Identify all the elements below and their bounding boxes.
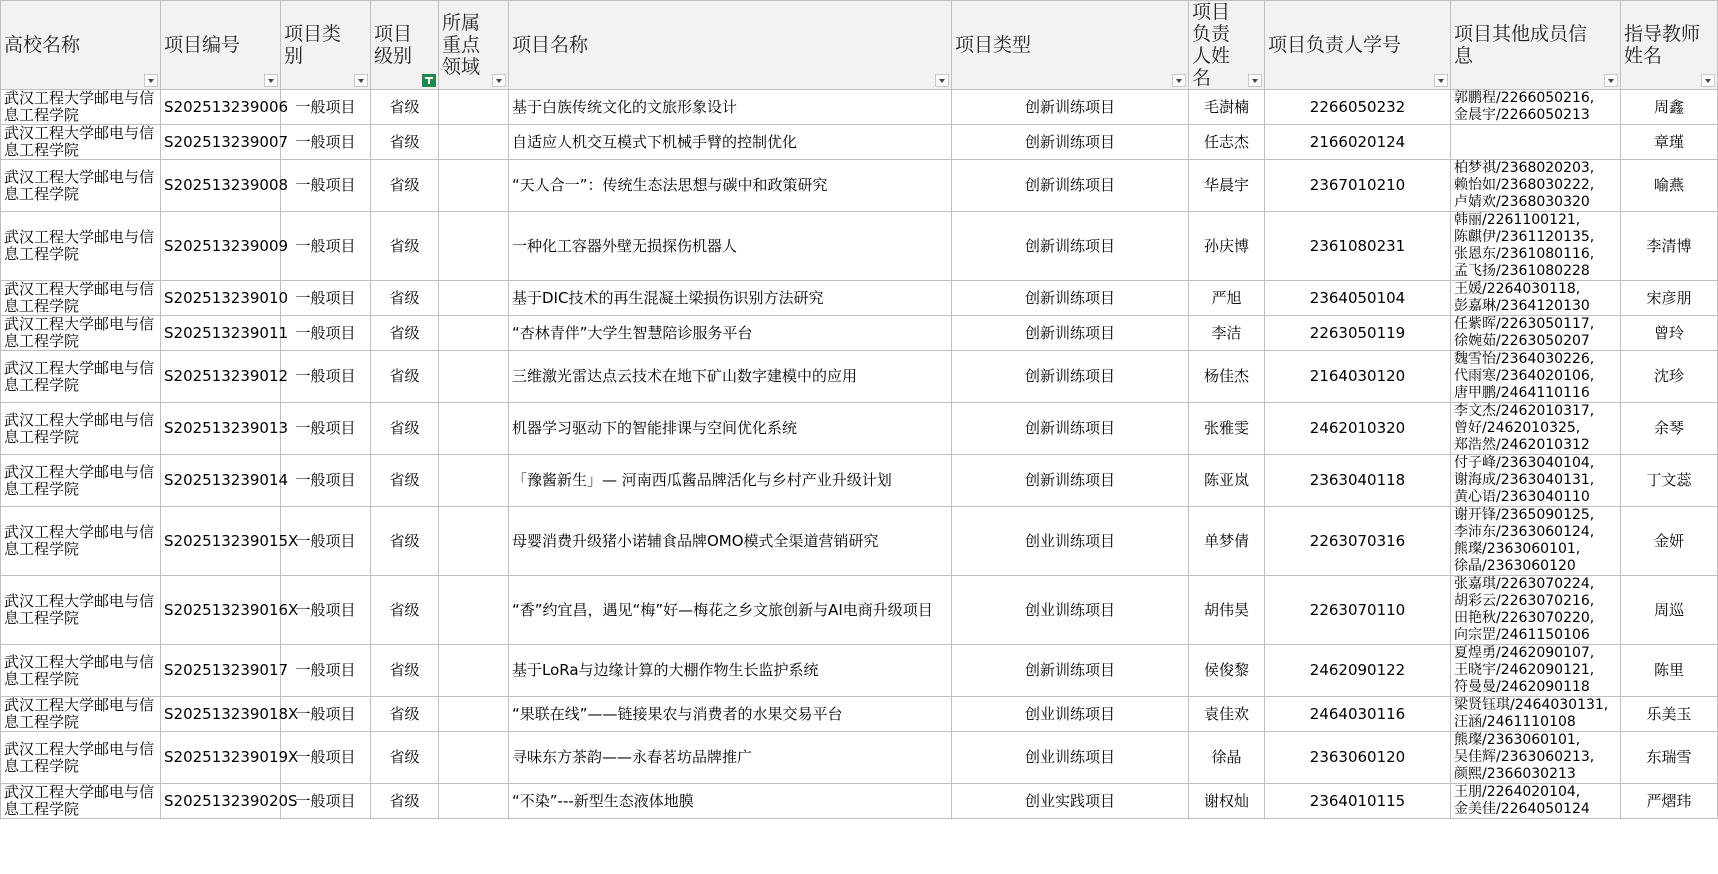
key-field-cell[interactable] <box>439 697 509 732</box>
project-category-cell[interactable]: 一般项目 <box>281 212 371 281</box>
filter-dropdown-icon[interactable] <box>264 74 278 87</box>
school-cell[interactable]: 武汉工程大学邮电与信息工程学院 <box>1 732 161 784</box>
column-header-label: 项目名称 <box>512 34 589 56</box>
key-field-cell[interactable] <box>439 576 509 645</box>
column-header-label: 指导教师姓名 <box>1624 23 1701 67</box>
leader-id-cell[interactable]: 2363040118 <box>1265 455 1451 507</box>
column-header[interactable] <box>281 1 371 90</box>
member-entry: 金晨宇/2266050213 <box>1454 107 1590 123</box>
project-level-cell[interactable]: 省级 <box>371 403 439 455</box>
leader-name-cell[interactable]: 杨佳杰 <box>1189 351 1265 403</box>
project-code-cell[interactable]: S202513239014 <box>161 455 281 507</box>
key-field-cell[interactable] <box>439 403 509 455</box>
members-cell[interactable] <box>1451 576 1621 645</box>
leader-name-cell[interactable]: 毛澍楠 <box>1189 90 1265 125</box>
member-entry: 汪涵/2461110108 <box>1454 714 1576 730</box>
leader-name-cell[interactable]: 孙庆博 <box>1189 212 1265 281</box>
members-cell[interactable] <box>1451 160 1621 212</box>
project-type-cell[interactable]: 创新训练项目 <box>952 455 1189 507</box>
school-cell[interactable]: 武汉工程大学邮电与信息工程学院 <box>1 160 161 212</box>
project-code-cell[interactable]: S202513239010 <box>161 281 281 316</box>
project-type-cell[interactable]: 创新训练项目 <box>952 281 1189 316</box>
project-category-cell[interactable]: 一般项目 <box>281 125 371 160</box>
key-field-cell[interactable] <box>439 507 509 576</box>
project-level-cell[interactable]: 省级 <box>371 576 439 645</box>
column-header[interactable] <box>1451 1 1621 90</box>
project-category-cell[interactable]: 一般项目 <box>281 645 371 697</box>
member-entry: 陈麒伊/2361120135, <box>1454 229 1595 245</box>
members-cell[interactable] <box>1451 784 1621 819</box>
school-cell[interactable]: 武汉工程大学邮电与信息工程学院 <box>1 455 161 507</box>
school-cell[interactable]: 武汉工程大学邮电与信息工程学院 <box>1 697 161 732</box>
members-cell[interactable] <box>1451 90 1621 125</box>
member-entry: 黄心语/2363040110 <box>1454 489 1590 505</box>
members-cell[interactable] <box>1451 507 1621 576</box>
advisor-cell[interactable]: 曾玲 <box>1621 316 1718 351</box>
project-level-cell[interactable]: 省级 <box>371 212 439 281</box>
members-cell[interactable] <box>1451 281 1621 316</box>
school-cell[interactable]: 武汉工程大学邮电与信息工程学院 <box>1 90 161 125</box>
table-row <box>1 507 1718 576</box>
leader-name-cell[interactable]: 谢权灿 <box>1189 784 1265 819</box>
advisor-cell[interactable]: 宋彦朋 <box>1621 281 1718 316</box>
key-field-cell[interactable] <box>439 351 509 403</box>
filter-dropdown-icon[interactable] <box>1434 74 1448 87</box>
members-cell[interactable] <box>1451 403 1621 455</box>
advisor-cell[interactable]: 陈里 <box>1621 645 1718 697</box>
school-cell[interactable]: 武汉工程大学邮电与信息工程学院 <box>1 576 161 645</box>
member-entry: 郑浩然/2462010312 <box>1454 437 1590 453</box>
leader-id-cell[interactable]: 2462090122 <box>1265 645 1451 697</box>
column-header[interactable] <box>371 1 439 90</box>
advisor-cell[interactable]: 东瑞雪 <box>1621 732 1718 784</box>
leader-name-cell[interactable]: 胡伟昊 <box>1189 576 1265 645</box>
filter-dropdown-icon[interactable] <box>1172 74 1186 87</box>
project-name-cell[interactable]: “不染”---新型生态液体地膜 <box>509 784 952 819</box>
project-level-cell[interactable]: 省级 <box>371 351 439 403</box>
key-field-cell[interactable] <box>439 90 509 125</box>
member-entry: 李文杰/2462010317, <box>1454 403 1595 419</box>
leader-id-cell[interactable]: 2367010210 <box>1265 160 1451 212</box>
member-entry: 卢婧欢/2368030320 <box>1454 194 1590 210</box>
member-entry: 王媛/2264030118, <box>1454 281 1581 297</box>
advisor-cell[interactable]: 余琴 <box>1621 403 1718 455</box>
member-entry: 徐晶/2363060120 <box>1454 558 1576 574</box>
filter-dropdown-icon[interactable] <box>1701 74 1715 87</box>
school-cell[interactable]: 武汉工程大学邮电与信息工程学院 <box>1 316 161 351</box>
member-entry: 代雨寒/2364020106, <box>1454 368 1595 384</box>
leader-name-cell[interactable]: 张雅雯 <box>1189 403 1265 455</box>
project-code-cell[interactable]: S202513239012 <box>161 351 281 403</box>
project-name-cell[interactable]: “香”约宜昌，遇见“梅”好—梅花之乡文旅创新与AI电商升级项目 <box>509 576 952 645</box>
column-header[interactable] <box>509 1 952 90</box>
column-header-label: 所属重点领域 <box>442 12 481 78</box>
column-header-label: 项目类型 <box>955 34 1032 56</box>
project-code-cell[interactable]: S202513239011 <box>161 316 281 351</box>
project-type-cell[interactable]: 创新训练项目 <box>952 90 1189 125</box>
project-type-cell[interactable]: 创新训练项目 <box>952 351 1189 403</box>
filter-active-icon[interactable] <box>422 74 436 87</box>
column-header-label: 项目负责人姓名 <box>1192 1 1231 89</box>
leader-name-cell[interactable]: 侯俊黎 <box>1189 645 1265 697</box>
filter-dropdown-icon[interactable] <box>1604 74 1618 87</box>
leader-name-cell[interactable]: 陈亚岚 <box>1189 455 1265 507</box>
column-header[interactable] <box>952 1 1189 90</box>
project-name-cell[interactable]: 「豫酱新生」— 河南西瓜酱品牌活化与乡村产业升级计划 <box>509 455 952 507</box>
table-row <box>1 576 1718 645</box>
school-cell[interactable]: 武汉工程大学邮电与信息工程学院 <box>1 784 161 819</box>
project-type-cell[interactable]: 创业实践项目 <box>952 784 1189 819</box>
table-row <box>1 403 1718 455</box>
member-entry: 王晓宇/2462090121, <box>1454 662 1595 678</box>
column-header-label: 项目级别 <box>374 23 413 67</box>
members-cell[interactable] <box>1451 351 1621 403</box>
project-type-cell[interactable]: 创新训练项目 <box>952 125 1189 160</box>
project-code-cell[interactable]: S202513239019X <box>161 732 281 784</box>
column-header-label: 项目类别 <box>284 23 342 67</box>
members-cell[interactable] <box>1451 732 1621 784</box>
leader-name-cell[interactable]: 严旭 <box>1189 281 1265 316</box>
project-type-cell[interactable]: 创新训练项目 <box>952 645 1189 697</box>
table-row <box>1 281 1718 316</box>
member-entry: 张嘉琪/2263070224, <box>1454 576 1595 592</box>
project-code-cell[interactable]: S202513239006 <box>161 90 281 125</box>
table-row <box>1 784 1718 819</box>
column-header[interactable] <box>1265 1 1451 90</box>
members-cell[interactable] <box>1451 455 1621 507</box>
column-header-label: 项目负责人学号 <box>1268 34 1402 56</box>
members-cell[interactable] <box>1451 697 1621 732</box>
leader-name-cell[interactable]: 徐晶 <box>1189 732 1265 784</box>
leader-id-cell[interactable]: 2263070316 <box>1265 507 1451 576</box>
project-code-cell[interactable]: S202513239009 <box>161 212 281 281</box>
project-category-cell[interactable]: 一般项目 <box>281 507 371 576</box>
project-category-cell[interactable]: 一般项目 <box>281 316 371 351</box>
key-field-cell[interactable] <box>439 212 509 281</box>
member-entry: 韩丽/2261100121, <box>1454 212 1581 228</box>
member-entry: 胡彩云/2263070216, <box>1454 593 1595 609</box>
project-code-cell[interactable]: S202513239015X <box>161 507 281 576</box>
project-name-cell[interactable]: 基于白族传统文化的文旅形象设计 <box>509 90 952 125</box>
column-header[interactable] <box>1 1 161 90</box>
column-header-label: 高校名称 <box>4 34 81 56</box>
project-level-cell[interactable]: 省级 <box>371 732 439 784</box>
project-level-cell[interactable]: 省级 <box>371 160 439 212</box>
advisor-cell[interactable]: 沈珍 <box>1621 351 1718 403</box>
project-level-cell[interactable]: 省级 <box>371 507 439 576</box>
project-category-cell[interactable]: 一般项目 <box>281 160 371 212</box>
member-entry: 魏雪怡/2364030226, <box>1454 351 1595 367</box>
advisor-cell[interactable]: 李清博 <box>1621 212 1718 281</box>
member-entry: 曾好/2462010325, <box>1454 420 1581 436</box>
project-name-cell[interactable]: 一种化工容器外壁无损探伤机器人 <box>509 212 952 281</box>
member-entry: 郭鹏程/2266050216, <box>1454 90 1595 106</box>
table-row <box>1 732 1718 784</box>
project-name-cell[interactable]: 母婴消费升级猪小诺辅食品牌OMO模式全渠道营销研究 <box>509 507 952 576</box>
project-level-cell[interactable]: 省级 <box>371 697 439 732</box>
leader-id-cell[interactable]: 2364050104 <box>1265 281 1451 316</box>
member-entry: 符曼曼/2462090118 <box>1454 679 1590 695</box>
table-row <box>1 455 1718 507</box>
leader-id-cell[interactable]: 2263070110 <box>1265 576 1451 645</box>
project-code-cell[interactable]: S202513239018X <box>161 697 281 732</box>
table-row <box>1 125 1718 160</box>
members-cell[interactable] <box>1451 125 1621 160</box>
project-type-cell[interactable]: 创新训练项目 <box>952 160 1189 212</box>
project-type-cell[interactable]: 创新训练项目 <box>952 403 1189 455</box>
school-cell[interactable]: 武汉工程大学邮电与信息工程学院 <box>1 507 161 576</box>
advisor-cell[interactable]: 丁文蕊 <box>1621 455 1718 507</box>
leader-id-cell[interactable]: 2361080231 <box>1265 212 1451 281</box>
key-field-cell[interactable] <box>439 125 509 160</box>
project-category-cell[interactable]: 一般项目 <box>281 455 371 507</box>
project-type-cell[interactable]: 创新训练项目 <box>952 316 1189 351</box>
member-entry: 王朋/2264020104, <box>1454 784 1581 800</box>
member-entry: 赖怡如/2368030222, <box>1454 177 1595 193</box>
project-type-cell[interactable]: 创业训练项目 <box>952 697 1189 732</box>
project-type-cell[interactable]: 创业训练项目 <box>952 507 1189 576</box>
member-entry: 夏煌勇/2462090107, <box>1454 645 1595 661</box>
column-header[interactable] <box>1189 1 1265 90</box>
leader-name-cell[interactable]: 李洁 <box>1189 316 1265 351</box>
advisor-cell[interactable]: 喻燕 <box>1621 160 1718 212</box>
key-field-cell[interactable] <box>439 732 509 784</box>
table-row <box>1 212 1718 281</box>
table-row <box>1 351 1718 403</box>
leader-id-cell[interactable]: 2164030120 <box>1265 351 1451 403</box>
advisor-cell[interactable]: 周鑫 <box>1621 90 1718 125</box>
filter-dropdown-icon[interactable] <box>1248 74 1262 87</box>
project-name-cell[interactable]: “杏林青伴”大学生智慧陪诊服务平台 <box>509 316 952 351</box>
project-code-cell[interactable]: S202513239008 <box>161 160 281 212</box>
project-category-cell[interactable]: 一般项目 <box>281 90 371 125</box>
members-cell[interactable] <box>1451 316 1621 351</box>
project-name-cell[interactable]: 机器学习驱动下的智能排课与空间优化系统 <box>509 403 952 455</box>
table-body <box>1 90 1718 819</box>
project-code-cell[interactable]: S202513239013 <box>161 403 281 455</box>
members-cell[interactable] <box>1451 212 1621 281</box>
project-type-cell[interactable]: 创业训练项目 <box>952 576 1189 645</box>
filter-dropdown-icon[interactable] <box>492 74 506 87</box>
school-cell[interactable]: 武汉工程大学邮电与信息工程学院 <box>1 212 161 281</box>
project-name-cell[interactable]: 基于DIC技术的再生混凝土梁损伤识别方法研究 <box>509 281 952 316</box>
column-header-label: 项目其他成员信息 <box>1454 23 1588 67</box>
leader-name-cell[interactable]: 单梦倩 <box>1189 507 1265 576</box>
member-entry: 颜熙/2366030213 <box>1454 766 1576 782</box>
table-row <box>1 316 1718 351</box>
member-entry: 熊璨/2363060101, <box>1454 541 1581 557</box>
project-category-cell[interactable]: 一般项目 <box>281 697 371 732</box>
project-category-cell[interactable]: 一般项目 <box>281 281 371 316</box>
project-name-cell[interactable]: “天人合一”：传统生态法思想与碳中和政策研究 <box>509 160 952 212</box>
advisor-cell[interactable]: 章瑾 <box>1621 125 1718 160</box>
table-row <box>1 160 1718 212</box>
header-row <box>1 1 1718 90</box>
member-entry: 吴佳辉/2363060213, <box>1454 749 1595 765</box>
leader-id-cell[interactable]: 2263050119 <box>1265 316 1451 351</box>
project-category-cell[interactable]: 一般项目 <box>281 351 371 403</box>
school-cell[interactable]: 武汉工程大学邮电与信息工程学院 <box>1 403 161 455</box>
member-entry: 任紫晖/2263050117, <box>1454 316 1595 332</box>
member-entry: 唐甲鹏/2464110116 <box>1454 385 1590 401</box>
members-cell[interactable] <box>1451 645 1621 697</box>
school-cell[interactable]: 武汉工程大学邮电与信息工程学院 <box>1 281 161 316</box>
column-header[interactable] <box>439 1 509 90</box>
school-cell[interactable]: 武汉工程大学邮电与信息工程学院 <box>1 645 161 697</box>
project-code-cell[interactable]: S202513239017 <box>161 645 281 697</box>
school-cell[interactable]: 武汉工程大学邮电与信息工程学院 <box>1 125 161 160</box>
column-header[interactable] <box>1621 1 1718 90</box>
project-name-cell[interactable]: 自适应人机交互模式下机械手臂的控制优化 <box>509 125 952 160</box>
member-entry: 谢开锋/2365090125, <box>1454 507 1595 523</box>
leader-id-cell[interactable]: 2462010320 <box>1265 403 1451 455</box>
project-name-cell[interactable]: 三维激光雷达点云技术在地下矿山数字建模中的应用 <box>509 351 952 403</box>
member-entry: 梁贤钰琪/2464030131, <box>1454 697 1609 713</box>
column-header[interactable] <box>161 1 281 90</box>
filter-dropdown-icon[interactable] <box>354 74 368 87</box>
school-cell[interactable]: 武汉工程大学邮电与信息工程学院 <box>1 351 161 403</box>
project-name-cell[interactable]: 基于LoRa与边缘计算的大棚作物生长监护系统 <box>509 645 952 697</box>
leader-name-cell[interactable]: 任志杰 <box>1189 125 1265 160</box>
project-code-cell[interactable]: S202513239007 <box>161 125 281 160</box>
leader-id-cell[interactable]: 2266050232 <box>1265 90 1451 125</box>
project-level-cell[interactable]: 省级 <box>371 125 439 160</box>
member-entry: 谢海成/2363040131, <box>1454 472 1595 488</box>
key-field-cell[interactable] <box>439 316 509 351</box>
project-code-cell[interactable]: S202513239020S <box>161 784 281 819</box>
member-entry: 熊璨/2363060101, <box>1454 732 1581 748</box>
project-name-cell[interactable]: 寻味东方茶韵——永春茗坊品牌推广 <box>509 732 952 784</box>
advisor-cell[interactable]: 金妍 <box>1621 507 1718 576</box>
member-entry: 张恩东/2361080116, <box>1454 246 1595 262</box>
key-field-cell[interactable] <box>439 160 509 212</box>
leader-id-cell[interactable]: 2363060120 <box>1265 732 1451 784</box>
member-entry: 田艳秋/2263070220, <box>1454 610 1595 626</box>
leader-id-cell[interactable]: 2166020124 <box>1265 125 1451 160</box>
member-entry: 付子峰/2363040104, <box>1454 455 1595 471</box>
project-level-cell[interactable]: 省级 <box>371 645 439 697</box>
member-entry: 孟飞扬/2361080228 <box>1454 263 1590 279</box>
table-row <box>1 645 1718 697</box>
key-field-cell[interactable] <box>439 784 509 819</box>
project-type-cell[interactable]: 创业训练项目 <box>952 732 1189 784</box>
member-entry: 柏梦祺/2368020203, <box>1454 160 1595 176</box>
project-level-cell[interactable]: 省级 <box>371 784 439 819</box>
project-type-cell[interactable]: 创新训练项目 <box>952 212 1189 281</box>
leader-id-cell[interactable]: 2364010115 <box>1265 784 1451 819</box>
member-entry: 李沛东/2363060124, <box>1454 524 1595 540</box>
member-entry: 彭嘉琳/2364120130 <box>1454 298 1590 314</box>
table-row <box>1 697 1718 732</box>
member-entry: 徐婉茹/2263050207 <box>1454 333 1590 349</box>
key-field-cell[interactable] <box>439 455 509 507</box>
project-code-cell[interactable]: S202513239016X <box>161 576 281 645</box>
project-level-cell[interactable]: 省级 <box>371 90 439 125</box>
leader-name-cell[interactable]: 袁佳欢 <box>1189 697 1265 732</box>
member-entry: 向宗罡/2461150106 <box>1454 627 1590 643</box>
project-name-cell[interactable]: “果联在线”——链接果农与消费者的水果交易平台 <box>509 697 952 732</box>
project-category-cell[interactable]: 一般项目 <box>281 784 371 819</box>
project-category-cell[interactable]: 一般项目 <box>281 576 371 645</box>
project-level-cell[interactable]: 省级 <box>371 455 439 507</box>
filter-dropdown-icon[interactable] <box>144 74 158 87</box>
key-field-cell[interactable] <box>439 645 509 697</box>
column-header-label: 项目编号 <box>164 34 241 56</box>
project-level-cell[interactable]: 省级 <box>371 281 439 316</box>
advisor-cell[interactable]: 乐美玉 <box>1621 697 1718 732</box>
advisor-cell[interactable]: 周巡 <box>1621 576 1718 645</box>
project-category-cell[interactable]: 一般项目 <box>281 403 371 455</box>
advisor-cell[interactable]: 严熠玮 <box>1621 784 1718 819</box>
filter-dropdown-icon[interactable] <box>935 74 949 87</box>
leader-name-cell[interactable]: 华晨宇 <box>1189 160 1265 212</box>
key-field-cell[interactable] <box>439 281 509 316</box>
project-category-cell[interactable]: 一般项目 <box>281 732 371 784</box>
member-entry: 金美佳/2264050124 <box>1454 801 1590 817</box>
leader-id-cell[interactable]: 2464030116 <box>1265 697 1451 732</box>
table-row <box>1 90 1718 125</box>
project-level-cell[interactable]: 省级 <box>371 316 439 351</box>
